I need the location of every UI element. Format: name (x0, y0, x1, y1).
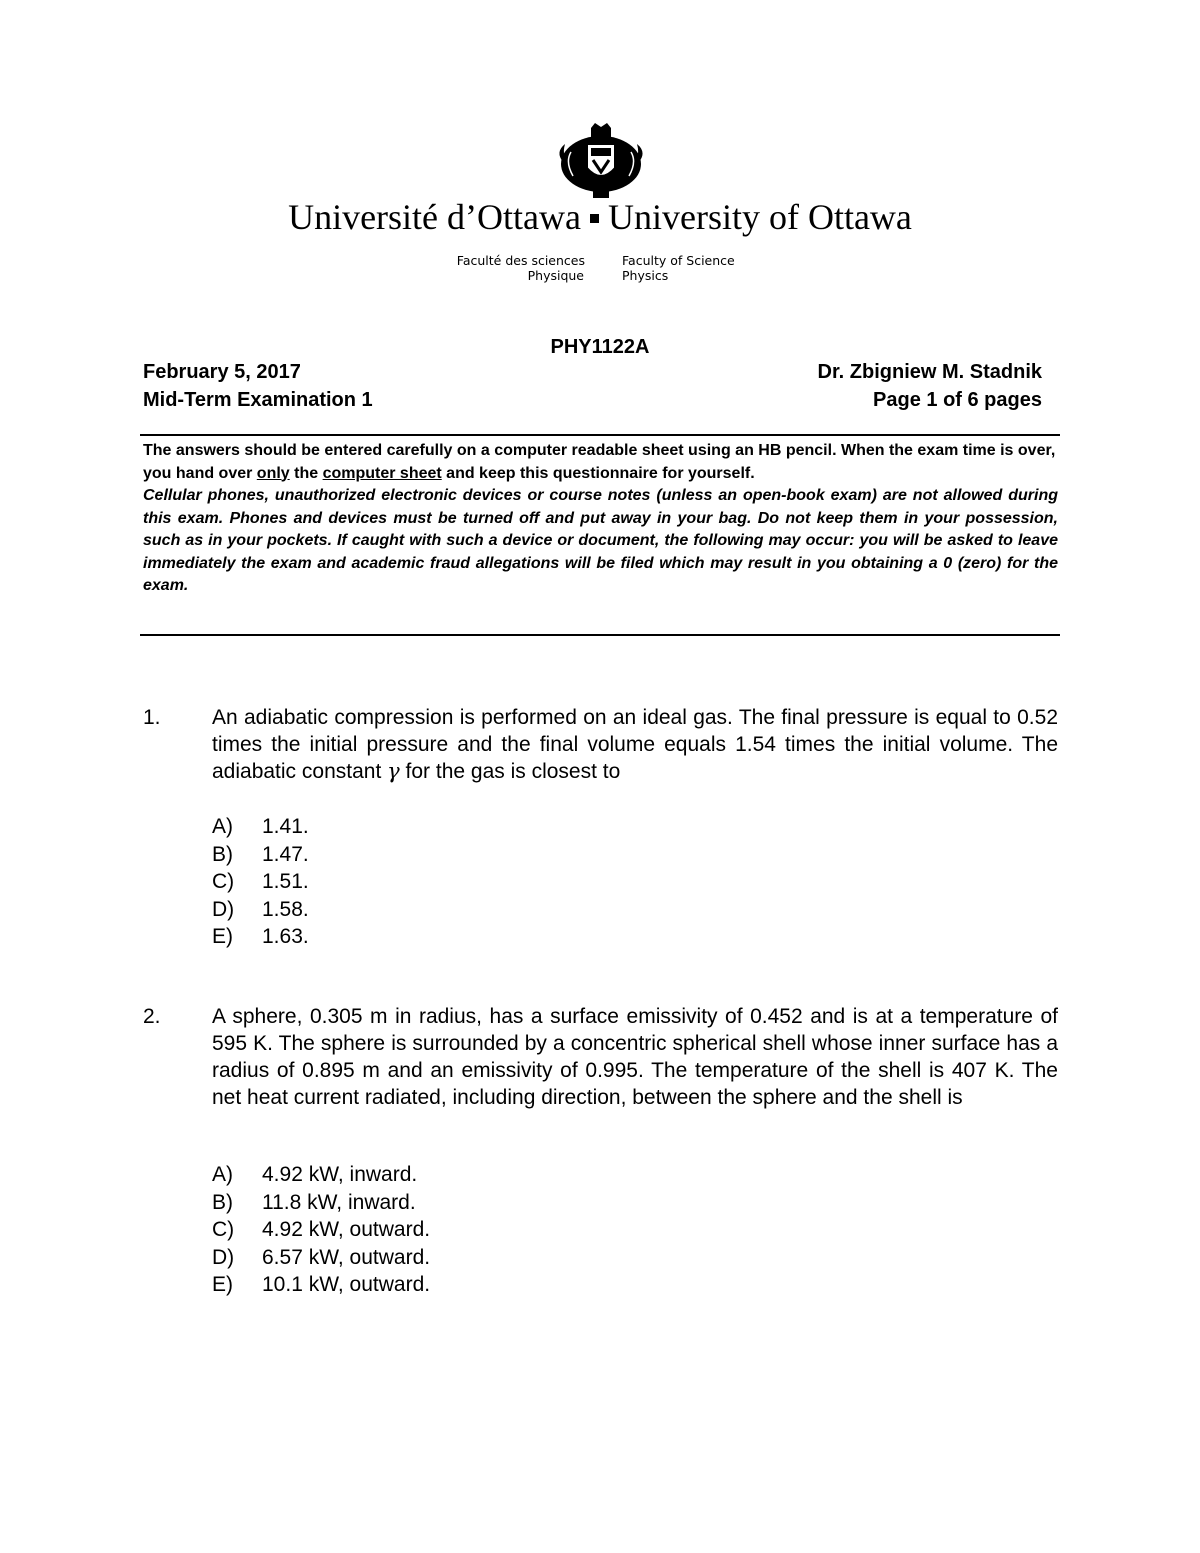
option-text: 1.63. (262, 925, 309, 948)
option-text: 11.8 kW, inward. (262, 1190, 416, 1214)
page-info: Page 1 of 6 pages (873, 389, 1042, 411)
university-crest-icon (553, 122, 649, 200)
question-number: 1. (143, 706, 161, 729)
emphasis-only: only (256, 464, 290, 482)
option-label: C) (212, 1218, 235, 1241)
option-d (212, 1244, 430, 1272)
question-text: A sphere, 0.305 m in radius, has a surface emissivity of 0.452 and is at a temperature of 595 K. The sphere is surrounded by a concentric spherical shell whose inner surface has a radius of 0.895 m and an emissivity of 0.995. The temperature of the shell is 407 K. The net heat current radiated, including direction, between the sphere and the shell is (212, 1005, 1058, 1109)
faculty-fr-name: Faculté des sciences (456, 253, 585, 268)
option-c (212, 1216, 430, 1244)
separator-square-icon (590, 214, 599, 223)
instructions-answer-sheet (143, 440, 1058, 485)
option-label: D) (212, 1245, 235, 1269)
question-number: 2. (143, 1005, 161, 1028)
exam-name: Mid-Term Examination 1 (143, 389, 373, 411)
option-text: 10.1 kW, outward. (262, 1273, 431, 1296)
instructor-name: Dr. Zbigniew M. Stadnik (817, 361, 1042, 383)
option-label: A) (212, 1163, 233, 1186)
option-e (212, 923, 309, 951)
faculty-fr (430, 253, 585, 283)
divider-bottom (140, 634, 1060, 636)
option-text: 1.41. (262, 815, 309, 838)
exam-date: February 5, 2017 (143, 361, 301, 383)
option-text: 6.57 kW, outward. (262, 1245, 431, 1269)
answer-options (212, 1161, 430, 1299)
option-label: B) (212, 1190, 233, 1214)
option-text: 1.58. (262, 897, 309, 921)
option-b (212, 1189, 430, 1217)
option-a (212, 1161, 430, 1189)
dept-en-name: Physics (622, 268, 669, 283)
option-a (212, 813, 309, 841)
option-d (212, 896, 309, 924)
emphasis-computer-sheet: computer sheet (322, 464, 442, 482)
gamma-symbol: γ (387, 759, 400, 783)
option-c (212, 868, 309, 896)
option-label: A) (212, 815, 233, 838)
instructions-text: The answers should be entered carefully on a computer readable sheet using an HB pencil. When the exam time is over, you hand over (143, 442, 1056, 482)
faculty-en-name: Faculty of Science (622, 253, 735, 268)
option-label: E) (212, 925, 233, 948)
answer-options (212, 813, 309, 951)
university-name-fr: Université d’Ottawa (288, 197, 581, 237)
university-name (0, 196, 1200, 238)
divider-top (140, 434, 1060, 436)
instructions-text: the (289, 464, 323, 482)
option-b (212, 841, 309, 869)
option-text: 1.47. (262, 842, 309, 866)
question-text-part: for the gas is closest to (399, 760, 621, 783)
dept-fr-name: Physique (527, 268, 584, 283)
option-label: E) (212, 1273, 233, 1296)
option-text: 4.92 kW, outward. (262, 1218, 431, 1241)
question-text (212, 704, 1058, 785)
option-label: B) (212, 842, 233, 866)
faculty-en (622, 253, 782, 283)
option-text: 1.51. (262, 870, 309, 893)
course-code: PHY1122A (550, 336, 650, 358)
university-name-en: University of Ottawa (607, 197, 912, 237)
option-e (212, 1271, 430, 1299)
option-text: 4.92 kW, inward. (262, 1163, 418, 1186)
question-text-part: An adiabatic compression is performed on an ideal gas. The final pressure is equal to 0.52 times the initial pressure and the final volume equals 1.54 times the initial volume. The adiabatic constant (212, 706, 1058, 783)
option-label: D) (212, 897, 235, 921)
instructions-warning: Cellular phones, unauthorized electronic devices or course notes (unless an open-book exam) are not allowed during this exam. Phones and devices must be turned off and put away in your bag. Do not keep them in your possession, such as in your pockets. If caught with such a device or document, the following may occur: you will be asked to leave immediately the exam and academic fraud allegations will be filed which may result in you obtaining a 0 (zero) for the exam. (143, 487, 1058, 594)
option-label: C) (212, 870, 235, 893)
instructions-text: and keep this questionnaire for yourself. (441, 464, 755, 482)
instructions-block (143, 440, 1058, 598)
